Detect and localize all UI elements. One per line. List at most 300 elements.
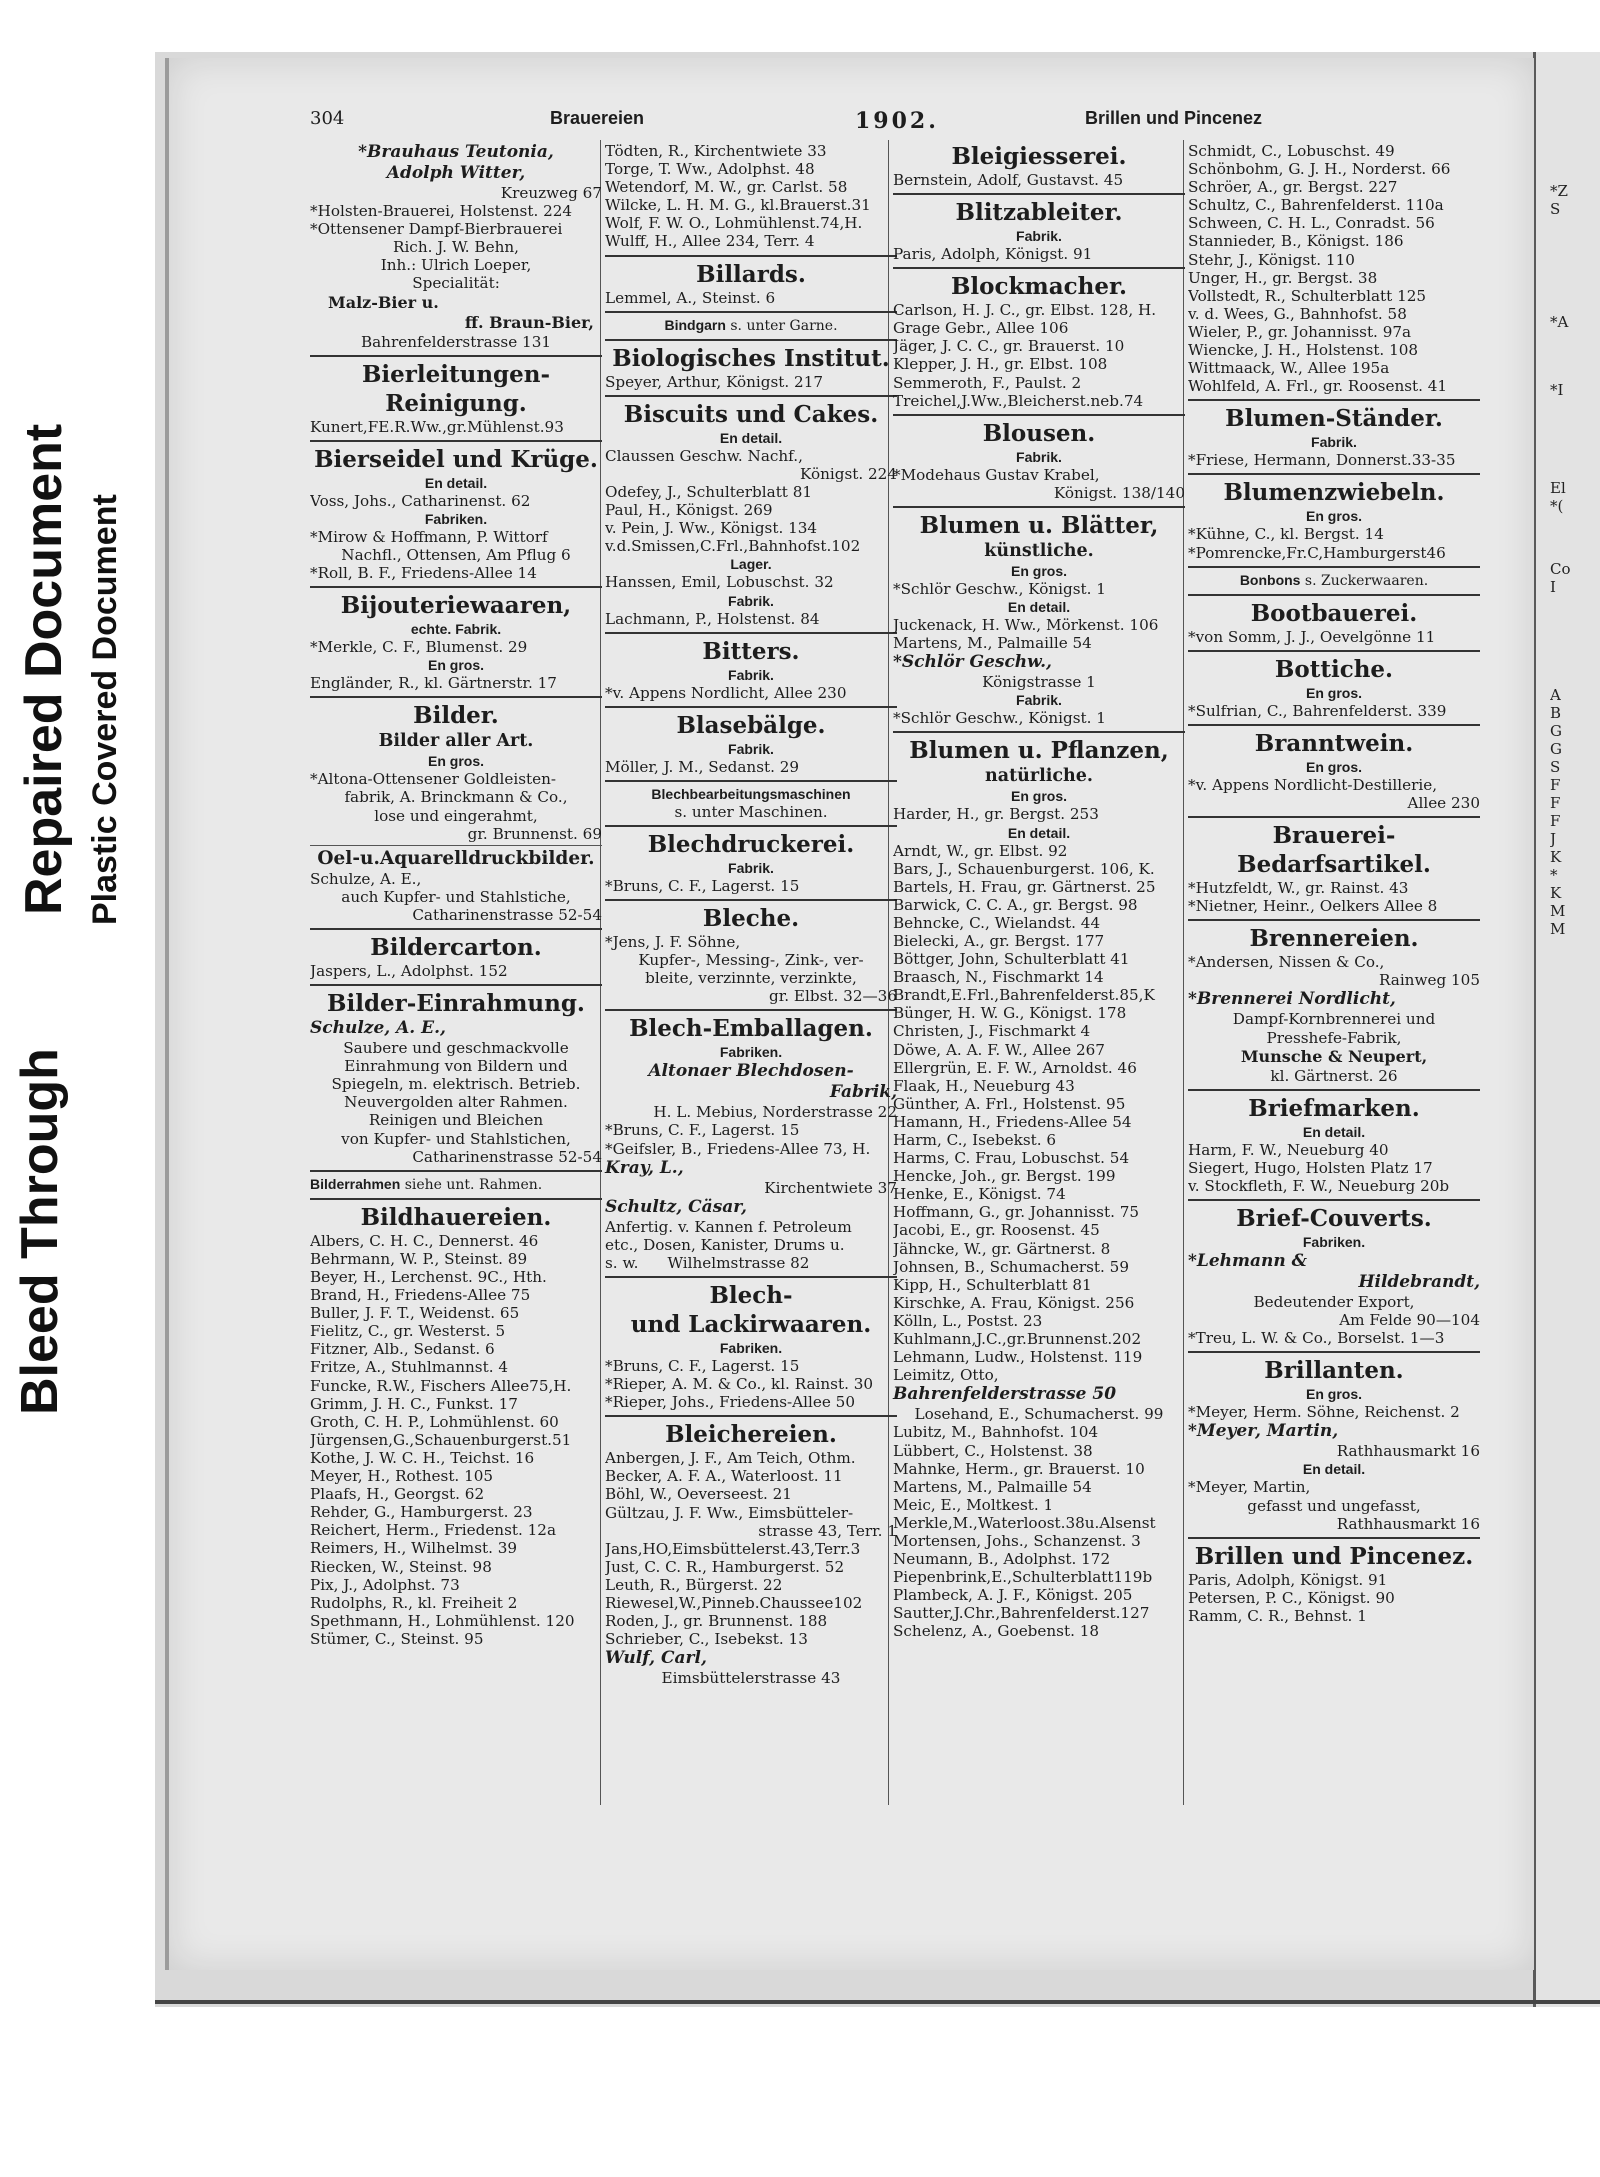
entry: Bünger, H. W. G., Königst. 178: [893, 1004, 1127, 1023]
entry: *Pomrencke,Fr.C,Hamburgerst46: [1188, 543, 1446, 562]
entry: *Schlör Geschw., Königst. 1: [893, 709, 1106, 728]
entry: *Brauhaus Teutonia,: [358, 142, 554, 162]
entry: Reimers, H., Wilhelmst. 39: [310, 1539, 518, 1558]
category-heading: Bottiche.: [1274, 655, 1394, 683]
column-4: [1188, 142, 1480, 1625]
entry: gr. Brunnenst. 69: [467, 824, 602, 843]
entry: Reichert, Herm., Friedenst. 12a: [310, 1521, 557, 1540]
category-heading: Brillen und Pincenez.: [1194, 1542, 1474, 1570]
entry: *Andersen, Nissen & Co.,: [1188, 953, 1385, 972]
section-separator: [310, 928, 602, 930]
entry: *Friese, Hermann, Donnerst.33-35: [1188, 451, 1456, 470]
entry: *Meyer, Martin,: [1188, 1478, 1311, 1497]
next-page-fragment: *(: [1550, 497, 1564, 515]
next-page-fragment: S: [1550, 758, 1561, 776]
entry: Beyer, H., Lerchenst. 9C., Hth.: [310, 1268, 547, 1286]
category-heading: Blasebälge.: [676, 711, 826, 739]
entry: Carlson, H. J. C., gr. Elbst. 128, H.: [893, 301, 1157, 320]
entry: Rathhausmarkt 16: [1336, 1514, 1480, 1533]
section-separator: [1188, 919, 1480, 921]
entry: Kupfer-, Messing-, Zink-, ver-: [638, 951, 864, 970]
entry: Stümer, C., Steinst. 95: [310, 1629, 484, 1648]
entry: Bartels, H. Frau, gr. Gärtnerst. 25: [893, 877, 1156, 896]
entry: Lemmel, A., Steinst. 6: [605, 288, 776, 307]
entry: Piepenbrink,E.,Schulterblatt119b: [893, 1568, 1153, 1587]
category-heading: Biscuits und Cakes.: [623, 400, 879, 428]
subheading: Fabriken.: [424, 510, 488, 527]
entry: Jacobi, E., gr. Roosenst. 45: [893, 1221, 1100, 1240]
next-page-fragment: *Z: [1550, 182, 1568, 200]
entry: Treichel,J.Ww.,Bleicherst.neb.74: [893, 391, 1144, 410]
entry: Schelenz, A., Goebenst. 18: [893, 1622, 1100, 1641]
entry: Schultz, Cäsar,: [605, 1196, 747, 1217]
entry: Adolph Witter,: [386, 163, 526, 183]
entry: Kothe, J. W. C. H., Teichst. 16: [310, 1448, 535, 1467]
entry: *Bruns, C. F., Lagerst. 15: [605, 876, 800, 895]
entry: Braasch, N., Fischmarkt 14: [893, 968, 1104, 987]
plastic-covered-label: Plastic Covered Document: [86, 494, 124, 925]
entry: *Rieper, A. M. & Co., kl. Rainst. 30: [605, 1375, 874, 1394]
next-page-fragment: I: [1550, 578, 1556, 596]
entry: von Kupfer- und Stahlstichen,: [341, 1129, 571, 1148]
entry: Funcke, R.W., Fischers Allee75,H.: [310, 1376, 572, 1395]
entry: *Hutzfeldt, W., gr. Rainst. 43: [1188, 879, 1409, 898]
entry: Flaak, H., Neueburg 43: [893, 1076, 1075, 1095]
section-separator: [605, 255, 897, 257]
cross-reference: [605, 316, 897, 335]
entry: Just, C. C. R., Hamburgerst. 52: [605, 1557, 845, 1576]
entry: Martens, M., Palmaille 54: [893, 1477, 1092, 1496]
section-separator: [310, 1170, 602, 1172]
subheading: En gros.: [1010, 788, 1067, 805]
entry: Lübbert, C., Holstenst. 38: [893, 1441, 1093, 1460]
entry: Altonaer Blechdosen-: [648, 1061, 854, 1082]
entry: Claussen Geschw. Nachf.,: [605, 446, 803, 465]
entry: Kipp, H., Schulterblatt 81: [893, 1275, 1092, 1294]
entry: Martens, M., Palmaille 54: [893, 634, 1092, 653]
category-heading: Bierleitungen-: [361, 360, 551, 388]
entry: Königst. 224: [800, 464, 897, 483]
entry: *Altona-Ottensener Goldleisten-: [310, 770, 557, 789]
entry: Wittmaack, W., Allee 195a: [1188, 359, 1390, 378]
entry: Lachmann, P., Holstenst. 84: [605, 609, 820, 628]
entry: Juckenack, H. Ww., Mörkenst. 106: [893, 616, 1159, 635]
entry: lose und eingerahmt,: [374, 806, 538, 825]
entry: Schween, C. H. L., Conradst. 56: [1188, 214, 1435, 233]
cross-reference-target: s. unter Garne.: [730, 317, 838, 334]
entry: Rehder, G., Hamburgerst. 23: [310, 1503, 533, 1522]
section-separator: [1188, 399, 1480, 401]
subheading: En detail.: [1302, 1461, 1366, 1478]
entry: *Bruns, C. F., Lagerst. 15: [605, 1357, 800, 1375]
entry: Paul, H., Königst. 269: [605, 501, 773, 520]
next-page-fragment: F: [1550, 812, 1561, 830]
entry: Bernstein, Adolf, Gustavst. 45: [893, 171, 1124, 189]
entry: v.d.Smissen,C.Frl.,Bahnhofst.102: [605, 537, 861, 556]
entry: *v. Appens Nordlicht-Destillerie,: [1188, 775, 1438, 794]
entry: Bahrenfelderstrasse 50: [893, 1384, 1117, 1405]
entry: Günther, A. Frl., Holstenst. 95: [893, 1094, 1126, 1113]
subheading: Fabriken.: [1302, 1234, 1366, 1250]
section-separator: [310, 586, 602, 588]
entry: Schulze, A. E.,: [310, 869, 422, 888]
category-heading: Blitzableiter.: [955, 199, 1123, 227]
next-page-fragment: *: [1550, 866, 1558, 884]
entry: Sautter,J.Chr.,Bahrenfelderst.127: [893, 1604, 1150, 1623]
subheading: Oel-u.Aquarelldruckbilder.: [317, 847, 595, 869]
entry: Schrieber, C., Isebekst. 13: [605, 1630, 808, 1649]
entry: Gültzau, J. F. Ww., Eimsbütteler-: [605, 1503, 854, 1522]
entry: Hoffmann, G., gr. Johannisst. 75: [893, 1203, 1140, 1222]
entry: Tödten, R., Kirchentwiete 33: [605, 142, 827, 160]
subheading: Fabrik.: [728, 859, 774, 876]
entry: Möller, J. M., Sedanst. 29: [605, 757, 800, 776]
entry: *Nietner, Heinr., Oelkers Allee 8: [1188, 897, 1438, 916]
entry: Becker, A. F. A., Waterloost. 11: [605, 1467, 843, 1486]
entry: Paris, Adolph, Königst. 91: [1188, 1570, 1388, 1589]
entry: Odefey, J., Schulterblatt 81: [605, 483, 813, 502]
entry: Bahrenfelderstrasse 131: [360, 332, 552, 351]
entry: *Schlör Geschw., Königst. 1: [893, 579, 1106, 598]
entry: Paris, Adolph, Königst. 91: [893, 245, 1093, 264]
section-separator: [1188, 1351, 1480, 1353]
category-heading: Bijouteriewaaren,: [340, 592, 572, 620]
section-separator: [310, 696, 602, 698]
subheading: Lager.: [730, 556, 772, 573]
entry: Reinigen und Bleichen: [368, 1111, 544, 1130]
entry: Schulze, A. E.,: [310, 1018, 446, 1039]
entry: Fielitz, C., gr. Westerst. 5: [310, 1322, 506, 1341]
entry: Wulf, Carl,: [605, 1648, 707, 1669]
entry: Grimm, J. H. C., Funkst. 17: [310, 1394, 518, 1413]
entry: Schröer, A., gr. Bergst. 227: [1188, 178, 1398, 197]
entry: Meyer, H., Rothest. 105: [310, 1467, 494, 1486]
subheading: Fabrik.: [1016, 228, 1062, 245]
section-separator: [605, 632, 897, 634]
subheading: Fabriken.: [719, 1340, 783, 1356]
entry: Riewesel,W.,Pinneb.Chaussee102: [605, 1594, 863, 1613]
entry: Wetendorf, M. W., gr. Carlst. 58: [605, 178, 848, 197]
section-separator: [310, 440, 602, 442]
entry: Specialität:: [412, 274, 500, 293]
entry: Albers, C. H. C., Dennerst. 46: [310, 1231, 539, 1250]
entry: Königstrasse 1: [982, 673, 1096, 692]
entry: Böttger, John, Schulterblatt 41: [893, 950, 1130, 969]
entry: Vollstedt, R., Schulterblatt 125: [1188, 286, 1427, 305]
subheading: En gros.: [427, 753, 484, 770]
cross-reference-term: Bindgarn: [664, 316, 726, 333]
entry: Johnsen, B., Schumacherst. 59: [893, 1257, 1129, 1276]
entry: Döwe, A. A. F. W., Allee 267: [893, 1040, 1105, 1059]
entry: ff. Braun-Bier,: [464, 312, 594, 332]
category-heading: Blech-: [709, 1282, 793, 1309]
entry: *Geifsler, B., Friedens-Allee 73, H.: [605, 1139, 871, 1158]
subheading: En detail.: [719, 429, 783, 446]
cross-reference-term: Bilderrahmen: [310, 1175, 401, 1192]
entry: Rainweg 105: [1378, 971, 1480, 990]
entry: Kray, L.,: [605, 1157, 684, 1178]
category-heading: Blumen u. Pflanzen,: [909, 737, 1169, 765]
entry: Grage Gebr., Allee 106: [893, 319, 1069, 338]
entry: *Bruns, C. F., Lagerst. 15: [605, 1121, 800, 1140]
category-heading: Briefmarken.: [1248, 1094, 1420, 1122]
entry: Bielecki, A., gr. Bergst. 177: [893, 931, 1105, 950]
category-heading: Bleche.: [702, 904, 800, 932]
section-separator: [1188, 566, 1480, 568]
entry: Kirchentwiete 37: [764, 1178, 897, 1197]
entry: s. unter Maschinen.: [674, 802, 828, 821]
next-page-fragment: K: [1550, 848, 1562, 866]
entry: Eimsbüttelerstrasse 43: [661, 1669, 841, 1688]
entry: etc., Dosen, Kanister, Drums u.: [605, 1235, 845, 1254]
entry: Ramm, C. R., Behnst. 1: [1188, 1606, 1367, 1625]
entry: Wiencke, J. H., Holstenst. 108: [1188, 341, 1419, 360]
section-separator: [605, 1415, 897, 1417]
section-separator: [893, 506, 1185, 508]
entry: *Roll, B. F., Friedens-Allee 14: [310, 564, 537, 583]
header-year: 1902.: [855, 108, 939, 134]
entry: Siegert, Hugo, Holsten Platz 17: [1188, 1158, 1433, 1177]
entry: Christen, J., Fischmarkt 4: [893, 1022, 1091, 1041]
entry: Stehr, J., Königst. 110: [1188, 250, 1355, 269]
entry: Presshefe-Fabrik,: [1266, 1028, 1402, 1047]
section-separator: [605, 780, 897, 782]
entry: Pix, J., Adolphst. 73: [310, 1575, 460, 1594]
category-heading: Blockmacher.: [950, 273, 1128, 301]
next-page-fragment: F: [1550, 776, 1561, 794]
category-heading: Bildercarton.: [370, 933, 542, 961]
section-separator: [310, 355, 602, 357]
section-separator: [605, 706, 897, 708]
subheading: Fabrik.: [728, 592, 774, 609]
category-heading: Brauerei-: [1272, 822, 1396, 850]
section-separator: [605, 1276, 897, 1278]
category-heading: Bleigiesserei.: [951, 143, 1127, 170]
category-heading: Branntwein.: [1254, 729, 1414, 757]
section-separator: [1188, 724, 1480, 726]
cross-reference-target: siehe unt. Rahmen.: [404, 1176, 543, 1193]
entry: Torge, T. Ww., Adolphst. 48: [605, 160, 815, 179]
subheading: En gros.: [1010, 562, 1067, 579]
entry: Roden, J., gr. Brunnenst. 188: [605, 1612, 828, 1631]
section-separator: [1188, 1537, 1480, 1539]
entry: Rich. J. W. Behn,: [393, 238, 519, 257]
section-separator: [1188, 1199, 1480, 1201]
column-3: [893, 142, 1185, 1641]
entry: Brandt,E.Frl.,Bahrenfelderst.85,K: [893, 986, 1155, 1005]
subheading: En gros.: [1305, 508, 1362, 525]
entry: bleite, verzinnte, verzinkte,: [645, 969, 857, 988]
entry: Schultz, C., Bahrenfelderst. 110a: [1188, 196, 1444, 215]
entry: Munsche & Neupert,: [1240, 1046, 1428, 1066]
entry: Saubere und geschmackvolle: [343, 1039, 569, 1058]
column-2: [605, 142, 897, 1687]
entry: *Meyer, Herm. Söhne, Reichenst. 2: [1188, 1403, 1460, 1422]
entry: v. d. Wees, G., Bahnhofst. 58: [1188, 304, 1407, 323]
entry: *Treu, L. W. & Co., Borselst. 1—3: [1188, 1329, 1445, 1348]
entry: Malz-Bier u.: [328, 292, 439, 312]
category-heading: Bildhauereien.: [360, 1203, 552, 1231]
section-separator: [605, 395, 897, 397]
entry: Groth, C. H. P., Lohmühlenst. 60: [310, 1412, 559, 1431]
entry: Schönbohm, G. J. H., Norderst. 66: [1188, 160, 1451, 179]
page-header: [310, 108, 1510, 134]
entry: Semmeroth, F., Paulst. 2: [893, 373, 1082, 392]
category-heading: Blumenzwiebeln.: [1223, 479, 1445, 507]
entry: gefasst und ungefasst,: [1247, 1496, 1421, 1515]
entry: Einrahmung von Bildern und: [344, 1057, 568, 1076]
category-heading: Brillanten.: [1264, 1357, 1404, 1385]
subheading: Fabrik.: [728, 666, 774, 683]
section-separator: [1188, 816, 1480, 818]
next-page-fragment: G: [1550, 740, 1562, 758]
entry: Henke, E., Königst. 74: [893, 1185, 1066, 1204]
entry: Engländer, R., kl. Gärtnerstr. 17: [310, 674, 557, 693]
entry: Lehmann, Ludw., Holstenst. 119: [893, 1348, 1143, 1367]
bleed-through-label: Bleed Through: [11, 1048, 69, 1415]
entry: *Holsten-Brauerei, Holstenst. 224: [310, 202, 573, 221]
cross-reference-term: Bonbons: [1239, 571, 1301, 588]
entry: Fritze, A., Stuhlmannst. 4: [310, 1358, 509, 1377]
entry: *Sulfrian, C., Bahrenfelderst. 339: [1188, 701, 1447, 720]
entry: Klepper, J. H., gr. Elbst. 108: [893, 355, 1108, 374]
entry: Harder, H., gr. Bergst. 253: [893, 805, 1099, 824]
page-bottom-edge: [155, 2000, 1600, 2004]
entry: Ellergrün, E. F. W., Arnoldst. 46: [893, 1058, 1137, 1077]
section-separator: [893, 193, 1185, 195]
entry: Behncke, C., Wielandst. 44: [893, 913, 1101, 932]
section-separator: [1188, 594, 1480, 596]
entry: Plambeck, A. J. F., Königst. 205: [893, 1586, 1133, 1605]
entry: strasse 43, Terr. 1: [758, 1521, 897, 1540]
category-heading: Blech-Emballagen.: [629, 1015, 873, 1043]
entry: Neuvergolden alter Rahmen.: [344, 1093, 568, 1112]
next-page-fragment: S: [1550, 200, 1561, 218]
entry: Arndt, W., gr. Elbst. 92: [893, 841, 1068, 860]
category-heading: Bilder-Einrahmung.: [327, 990, 585, 1018]
entry: Anbergen, J. F., Am Teich, Othm.: [605, 1449, 856, 1468]
section-separator: [1188, 1089, 1480, 1091]
cross-reference-target: s. Zuckerwaaren.: [1304, 572, 1429, 589]
entry: *Kühne, C., kl. Bergst. 14: [1188, 525, 1384, 544]
entry: Riecken, W., Steinst. 98: [310, 1557, 492, 1576]
entry: Hildebrandt,: [1358, 1272, 1480, 1292]
category-heading: Bleichereien.: [665, 1421, 837, 1449]
category-heading: Bilder.: [413, 702, 499, 730]
entry: Brand, H., Friedens-Allee 75: [310, 1286, 531, 1305]
entry: Harm, C., Isebekst. 6: [893, 1131, 1057, 1149]
subheading: echte. Fabrik.: [410, 621, 502, 638]
entry: Speyer, Arthur, Königst. 217: [605, 372, 824, 391]
next-page-fragment: M: [1550, 902, 1566, 920]
entry: v. Pein, J. Ww., Königst. 134: [605, 519, 818, 538]
entry: *Schlör Geschw.,: [893, 652, 1052, 673]
entry: H. L. Mebius, Norderstrasse 22: [653, 1103, 897, 1122]
next-page-fragment: A: [1550, 686, 1561, 704]
entry: v. Stockfleth, F. W., Neueburg 20b: [1188, 1176, 1450, 1195]
entry: Neumann, B., Adolphst. 172: [893, 1550, 1111, 1569]
entry: fabrik, A. Brinckmann & Co.,: [344, 788, 568, 807]
subheading: En detail.: [1007, 599, 1071, 616]
subheading: Fabrik.: [1016, 692, 1062, 709]
subheading: En gros.: [1305, 684, 1362, 701]
category-heading: Blumen-Ständer.: [1225, 405, 1443, 433]
next-page-fragment: *A: [1550, 313, 1569, 331]
category-heading: Bedarfsartikel.: [1237, 851, 1431, 879]
entry: *von Somm, J. J., Oevelgönne 11: [1188, 627, 1436, 646]
page-number: 304: [310, 108, 345, 129]
category-heading: Bitters.: [702, 637, 800, 665]
repaired-document-label: Repaired Document: [15, 423, 73, 915]
subheading: Fabrik.: [1016, 448, 1062, 465]
header-right-keyword: Brillen und Pincenez: [1085, 108, 1263, 128]
entry: Hamann, H., Friedens-Allee 54: [893, 1112, 1132, 1131]
entry: Buller, J. F. T., Weidenst. 65: [310, 1304, 520, 1323]
entry: *v. Appens Nordlicht, Allee 230: [605, 683, 847, 702]
entry: Lubitz, M., Bahnhofst. 104: [893, 1423, 1099, 1442]
entry: *Modehaus Gustav Krabel,: [893, 465, 1100, 484]
category-heading: und Lackirwaaren.: [630, 1311, 872, 1338]
entry: Schmidt, C., Lobuschst. 49: [1188, 142, 1395, 160]
subheading: Bilder aller Art.: [378, 731, 534, 752]
section-separator: [310, 984, 602, 986]
entry: Kuhlmann,J.C.,gr.Brunnenst.202: [893, 1330, 1142, 1349]
entry: Bars, J., Schauenburgerst. 106, K.: [893, 859, 1155, 878]
category-heading: Bierseidel und Krüge.: [314, 445, 598, 473]
subheading: natürliche.: [985, 766, 1093, 787]
entry: Kunert,FE.R.Ww.,gr.Mühlenst.93: [310, 417, 564, 436]
entry: Mahnke, Herm., gr. Brauerst. 10: [893, 1459, 1145, 1478]
section-separator: [1188, 650, 1480, 652]
next-page-fragment: Co: [1550, 560, 1571, 578]
next-page-fragment: K: [1550, 884, 1562, 902]
entry: Barwick, C. C. A., gr. Bergst. 98: [893, 895, 1138, 914]
entry: auch Kupfer- und Stahlstiche,: [341, 887, 571, 906]
category-heading: Brief-Couverts.: [1236, 1205, 1432, 1232]
entry: Plaafs, H., Georgst. 62: [310, 1485, 485, 1504]
entry: Kreuzweg 67: [500, 184, 602, 202]
next-page-strip: [1533, 52, 1600, 2007]
entry: Voss, Johs., Catharinenst. 62: [310, 491, 531, 510]
entry: Leuth, R., Bürgerst. 22: [605, 1575, 783, 1594]
entry: Jans,HO,Eimsbüttelerst.43,Terr.3: [605, 1539, 861, 1558]
entry: Jürgensen,G.,Schauenburgerst.51: [310, 1430, 572, 1449]
subheading: En gros.: [1305, 758, 1362, 775]
subheading: Blechbearbeitungsmaschinen: [651, 785, 851, 802]
entry: Losehand, E., Schumacherst. 99: [914, 1405, 1164, 1424]
entry: Wulff, H., Allee 234, Terr. 4: [605, 232, 815, 251]
subheading: En detail.: [1007, 824, 1071, 841]
category-heading: Biologisches Institut.: [612, 344, 890, 372]
category-heading: Blechdruckerei.: [647, 830, 855, 858]
entry: Harms, C. Frau, Lobuschst. 54: [893, 1149, 1130, 1168]
section-separator: [605, 1009, 897, 1011]
subheading: En gros.: [427, 657, 484, 674]
sub-separator: [310, 845, 602, 846]
column-1: [310, 142, 602, 1648]
entry: Petersen, P. C., Königst. 90: [1188, 1588, 1395, 1607]
subheading: Fabrik.: [728, 740, 774, 757]
entry: Wohlfeld, A. Frl., gr. Roosenst. 41: [1188, 377, 1448, 396]
entry: Kirschke, A. Frau, Königst. 256: [893, 1293, 1135, 1312]
section-separator: [310, 1198, 602, 1200]
subheading: Fabriken.: [719, 1044, 783, 1061]
section-separator: [1188, 473, 1480, 475]
entry: Unger, H., gr. Bergst. 38: [1188, 268, 1378, 287]
entry: Bedeutender Export,: [1253, 1293, 1415, 1311]
entry: Rudolphs, R., kl. Freiheit 2: [310, 1593, 518, 1612]
next-page-fragment: M: [1550, 920, 1566, 938]
